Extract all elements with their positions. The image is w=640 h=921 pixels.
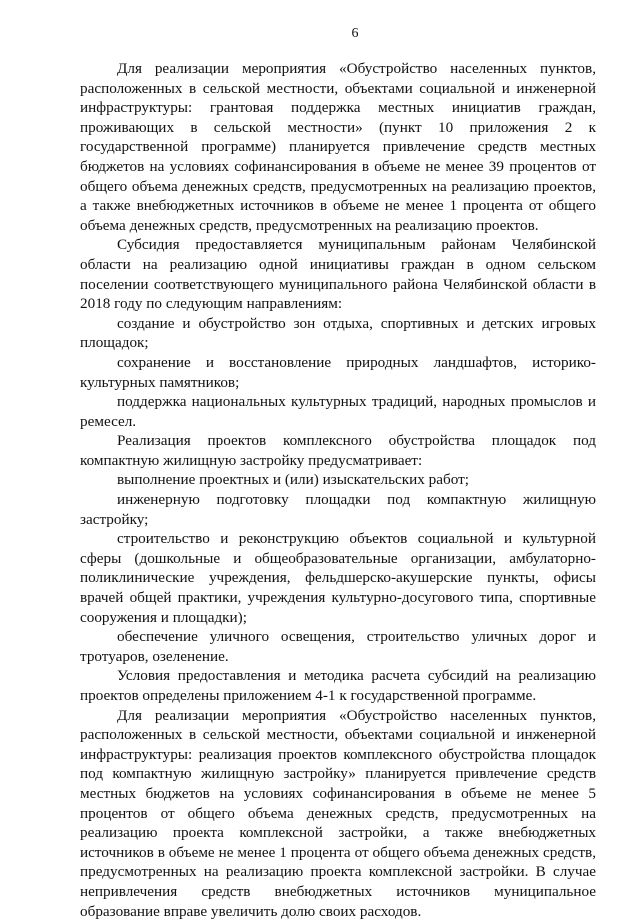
list-item-construction: строительство и реконструкцию объектов социальной и культурной сферы (дошкольные и общеобразовательные организации, амбулаторно-поликлинические учреждения, фельдшерско-акушерские пункты, офисы врачей общей практики, учреждения культурно-досугового типа, спортивные сооружения и площадки); xyxy=(80,530,596,626)
paragraph-funding-grants: Для реализации мероприятия «Обустройство населенных пунктов, расположенных в сельской местности, объектами социальной и инженерной инфраструктуры: грантовая поддержка местных инициатив граждан, проживающих в сельской местности» (пункт 10 приложения 2 к государственной программе) планируется привлечение средств местных бюджетов на условиях софинансирования в объеме не менее 39 процентов от общего объема денежных средств, предусмотренных на реализацию проектов, а также внебюджетных источников в объеме не менее 1 процента от общего объема денежных средств, предусмотренных на реализацию проектов. xyxy=(80,60,596,234)
list-item-survey-works: выполнение проектных и (или) изыскательских работ; xyxy=(117,471,469,489)
page-number: 6 xyxy=(351,26,359,41)
paragraph-funding-complex: Для реализации мероприятия «Обустройство населенных пунктов, расположенных в сельской местности, объектами социальной и инженерной инфраструктуры: реализация проектов комплексного обустройства площадок под компактную жилищную застройку» планируется привлечение средств местных бюджетов на условиях софинансирования в объеме не менее 5 процентов от общего объема денежных средств, предусмотренных на реализацию проекта комплексной застройки, а также внебюджетных источников в объеме не менее 1 процента от общего объема денежных средств, предусмотренных на реализацию проекта комплексной застройки. В случае непривлечения средств внебюджетных источников муниципальное образование вправе увеличить долю своих расходов. xyxy=(80,706,596,920)
paragraph-conditions: Условия предоставления и методика расчета субсидий на реализацию проектов определены приложением 4-1 к государственной программе. xyxy=(80,667,596,704)
list-item-recreation-zones: создание и обустройство зон отдыха, спортивных и детских игровых площадок; xyxy=(80,314,596,352)
paragraph-complex-projects: Реализация проектов комплексного обустройства площадок под компактную жилищную застройку предусматривает: xyxy=(80,432,596,469)
list-item-traditions: поддержка национальных культурных традиций, народных промыслов и ремесел. xyxy=(80,393,596,430)
list-item-landscapes: сохранение и восстановление природных ландшафтов, историко-культурных памятников; xyxy=(80,353,596,391)
paragraph-subsidy-directions: Субсидия предоставляется муниципальным районам Челябинской области на реализацию одной инициативы граждан в одном сельском поселении соответствующего муниципального района Челябинской области в 2018 году по следующим направлениям: xyxy=(80,236,596,313)
list-item-lighting-roads: обеспечение уличного освещения, строительство уличных дорог и тротуаров, озеленение. xyxy=(80,628,596,665)
list-item-engineering-prep: инженерную подготовку площадки под компактную жилищную застройку; xyxy=(80,491,596,528)
document-body xyxy=(80,59,596,921)
